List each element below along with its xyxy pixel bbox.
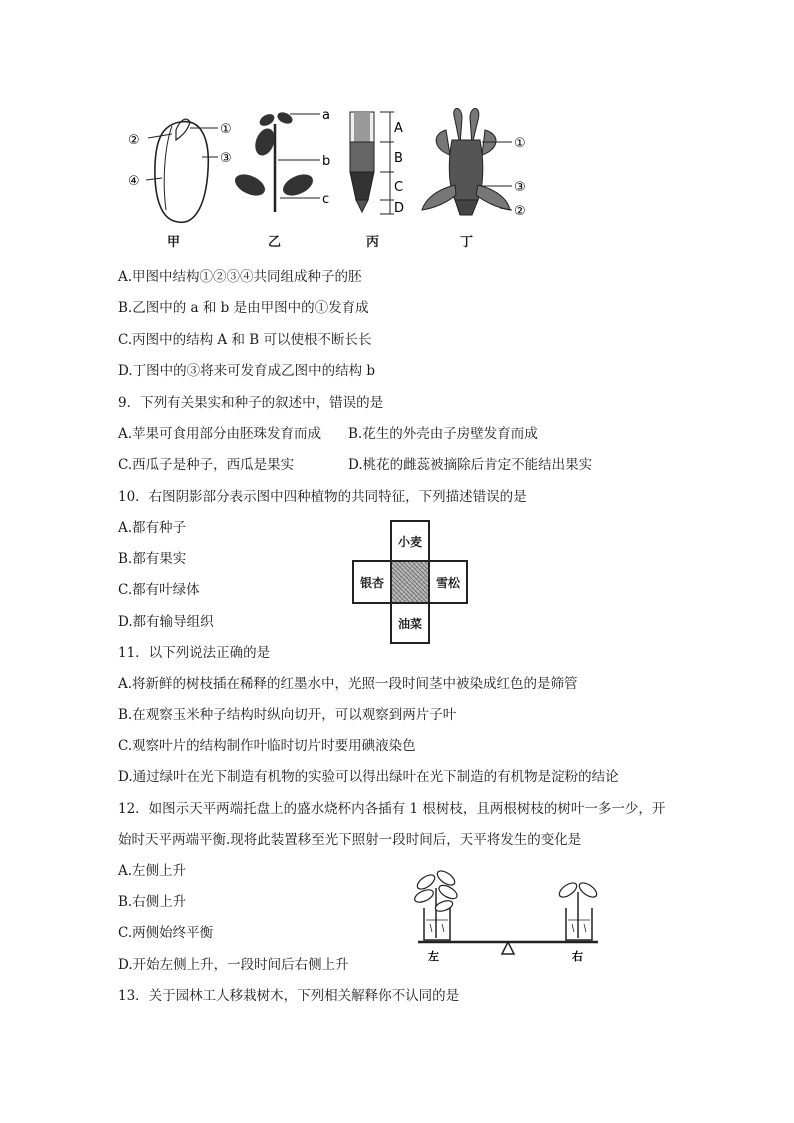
q12-option-a: A.左侧上升 — [118, 863, 187, 879]
q11-option-c: C.观察叶片的结构制作叶临时切片时要用碘液染色 — [118, 738, 416, 754]
figure-ding-bud — [422, 108, 512, 215]
cross-bottom-rapeseed: 油菜 — [390, 602, 430, 644]
bing-marker-D: D — [394, 201, 405, 216]
q8-option-c: C.丙图中的结构 A 和 B 可以使根不断长长 — [118, 332, 372, 348]
q9-option-d: D.桃花的雌蕊被摘除后肯定不能结出果实 — [348, 457, 593, 473]
yi-marker-b: b — [322, 154, 331, 169]
q12-stem-line2: 始时天平两端平衡.现将此装置移至光下照射一段时间后，天平将发生的变化是 — [118, 832, 582, 848]
q12-option-d: D.开始左侧上升，一段时间后右侧上升 — [118, 957, 349, 973]
label-bing: 丙 — [366, 235, 380, 250]
q8-option-d: D.丁图中的③将来可发育成乙图中的结构 b — [118, 363, 376, 379]
jia-marker-1: ① — [220, 122, 232, 137]
q9-option-b: B.花生的外壳由子房壁发育而成 — [348, 426, 538, 442]
q12-option-b: B.右侧上升 — [118, 894, 187, 910]
jia-marker-4: ④ — [128, 174, 140, 189]
q11-stem: 11．以下列说法正确的是 — [118, 645, 271, 661]
q11-option-b: B.在观察玉米种子结构时纵向切开，可以观察到两片子叶 — [118, 707, 457, 723]
ding-marker-3: ③ — [514, 180, 526, 195]
bing-marker-C: C — [394, 180, 404, 195]
label-ding: 丁 — [460, 235, 474, 250]
label-yi: 乙 — [268, 235, 282, 250]
ding-marker-1: ① — [514, 136, 526, 151]
yi-marker-c: c — [322, 192, 330, 207]
jia-marker-2: ② — [128, 133, 140, 148]
cross-left-ginkgo: 银杏 — [352, 560, 392, 604]
q13-stem: 13．关于园林工人移栽树木，下列相关解释你不认同的是 — [118, 988, 460, 1004]
balance-left-label: 左 — [428, 950, 439, 963]
cross-center-shared — [390, 560, 430, 604]
q9-stem: 9．下列有关果实和种子的叙述中，错误的是 — [118, 395, 384, 411]
q11-option-a: A.将新鲜的树枝插在稀释的红墨水中，光照一段时间茎中被染成红色的是筛管 — [118, 676, 578, 692]
q8-option-a: A.甲图中结构①②③④共同组成种子的胚 — [118, 269, 362, 285]
q11-option-d: D.通过绿叶在光下制造有机物的实验可以得出绿叶在光下制造的有机物是淀粉的结论 — [118, 769, 619, 785]
figure-jia-bean-seed — [146, 119, 218, 222]
jia-marker-3: ③ — [220, 151, 232, 166]
figure-bing-root-tip — [350, 112, 394, 214]
figure-balance-scale — [408, 868, 608, 964]
cross-right-cedar: 雪松 — [428, 560, 468, 604]
q10-stem: 10．右图阴影部分表示图中四种植物的共同特征，下列描述错误的是 — [118, 489, 527, 505]
q10-option-b: B.都有果实 — [118, 551, 187, 567]
q10-option-d: D.都有输导组织 — [118, 614, 214, 630]
q10-option-a: A.都有种子 — [118, 520, 187, 536]
cross-top-wheat: 小麦 — [390, 520, 430, 562]
balance-right-label: 右 — [572, 950, 583, 963]
q9-option-a: A.苹果可食用部分由胚珠发育而成 — [118, 426, 322, 442]
bing-marker-A: A — [394, 121, 403, 136]
q8-option-b: B.乙图中的 a 和 b 是由甲图中的①发育成 — [118, 300, 369, 316]
label-jia: 甲 — [167, 235, 181, 250]
q12-option-c: C.两侧始终平衡 — [118, 925, 214, 941]
yi-marker-a: a — [322, 108, 330, 123]
q9-option-c: C.西瓜子是种子，西瓜是果实 — [118, 457, 295, 473]
figure-yi-seedling — [232, 110, 320, 212]
q10-option-c: C.都有叶绿体 — [118, 582, 200, 598]
q12-stem-line1: 12．如图示天平两端托盘上的盛水烧杯内各插有 1 根树枝，且两根树枝的树叶一多一少，开 — [118, 801, 666, 817]
ding-marker-2: ② — [514, 204, 526, 219]
bing-marker-B: B — [394, 151, 403, 166]
